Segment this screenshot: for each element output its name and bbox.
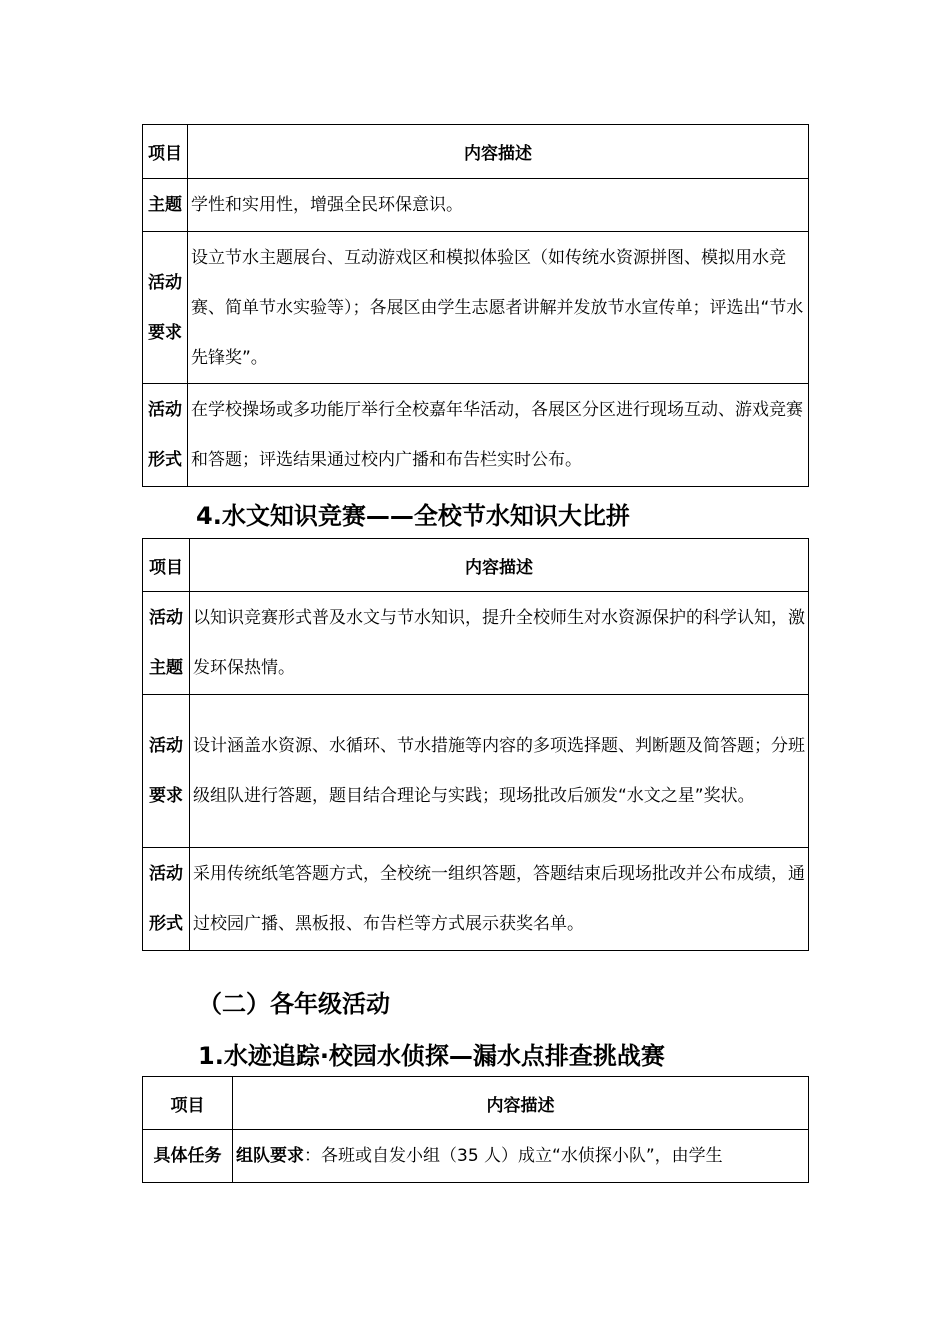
table-row: [143, 232, 809, 384]
table-header-row: [143, 1077, 809, 1130]
row-label-line: 活动: [148, 400, 182, 420]
row-content: 以知识竞赛形式普及水文与节水知识，提升全校师生对水资源保护的科学认知，激发环保热情。: [190, 592, 809, 695]
header-item: 项目: [143, 125, 188, 179]
row-content: 采用传统纸笔答题方式，全校统一组织答题，答题结束后现场批改并公布成绩，通过校园广播、黑板报、布告栏等方式展示获奖名单。: [190, 848, 809, 951]
table-row: [143, 179, 809, 232]
table-header-row: [143, 539, 809, 592]
row-content: 设计涵盖水资源、水循环、节水措施等内容的多项选择题、判断题及简答题；分班级组队进行答题，题目结合理论与实践；现场批改后颁发“水文之星”奖状。: [190, 695, 809, 848]
header-description: 内容描述: [233, 1077, 809, 1130]
row-content: [233, 1130, 809, 1183]
row-content: 在学校操场或多功能厅举行全校嘉年华活动，各展区分区进行现场互动、游戏竞赛和答题；评选结果通过校内广播和布告栏实时公布。: [188, 384, 809, 487]
row-label: [143, 592, 190, 695]
header-description: 内容描述: [188, 125, 809, 179]
table-activity-details-2: [142, 538, 809, 951]
row-content-bold-label: 组队要求: [236, 1146, 304, 1166]
row-label-line: 要求: [148, 322, 182, 343]
header-item: 项目: [143, 1077, 233, 1130]
table-activity-details-1: [142, 124, 809, 487]
row-label: [143, 384, 188, 487]
table-activity-details-3: [142, 1076, 809, 1183]
row-label: 主题: [143, 179, 188, 232]
row-label: [143, 695, 190, 848]
row-label-line: 活动: [149, 864, 183, 884]
row-content: 设立节水主题展台、互动游戏区和模拟体验区（如传统水资源拼图、模拟用水竞赛、简单节水实验等）；各展区由学生志愿者讲解并发放节水宣传单；评选出“节水先锋奖”。: [188, 232, 809, 384]
row-label: [143, 232, 188, 384]
table-row: [143, 695, 809, 848]
row-content-text: ：各班或自发小组（35 人）成立“水侦探小队”，由学生: [304, 1146, 723, 1166]
row-label-line: 形式: [149, 914, 183, 934]
row-label: [143, 848, 190, 951]
row-label-line: 主题: [149, 658, 183, 678]
row-label-line: 活动: [148, 272, 182, 293]
row-content: 学性和实用性，增强全民环保意识。: [188, 179, 809, 232]
section-heading-water-detective: 1.水迹追踪·校园水侦探—漏水点排查挑战赛: [198, 1042, 665, 1070]
row-label-line: 活动: [149, 736, 183, 756]
row-label-line: 活动: [149, 608, 183, 628]
table-row: [143, 384, 809, 487]
table-row: [143, 848, 809, 951]
row-label-line: 要求: [149, 786, 183, 806]
header-item: 项目: [143, 539, 190, 592]
header-description: 内容描述: [190, 539, 809, 592]
section-heading-knowledge-contest: 4.水文知识竞赛——全校节水知识大比拼: [196, 502, 630, 530]
table-row: [143, 1130, 809, 1183]
row-label-line: 形式: [148, 450, 182, 470]
section-heading-grade-activities: （二）各年级活动: [198, 990, 390, 1018]
row-label: 具体任务: [143, 1130, 233, 1183]
table-row: [143, 592, 809, 695]
table-header-row: [143, 125, 809, 179]
